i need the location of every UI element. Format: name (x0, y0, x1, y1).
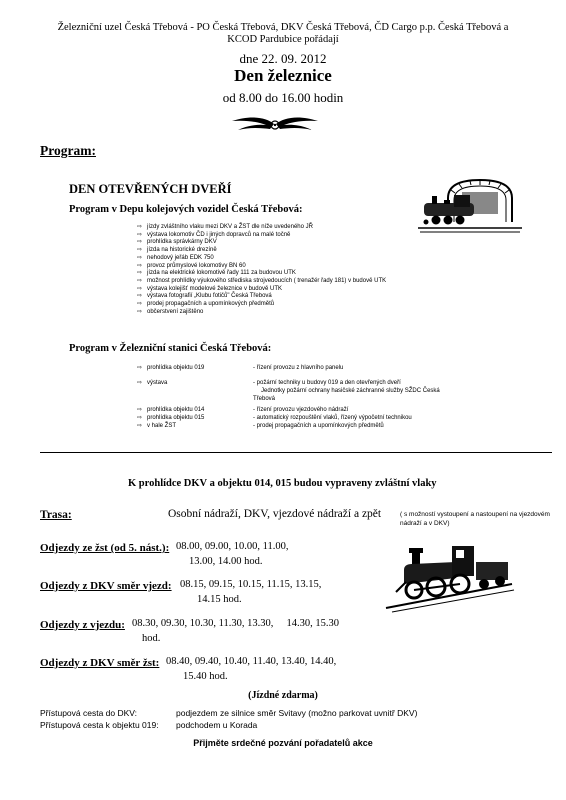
access-label: Přístupová cesta k objektu 019: (40, 720, 159, 730)
schedule-label: Odjezdy ze žst (od 5. nást.): (40, 542, 170, 554)
depot-heading: Program v Depu kolejových vozidel Česká Třebová: (69, 204, 303, 215)
schedule-times: 08.15, 09.15, 10.15, 11.15, 13.15, (180, 579, 322, 590)
list-item: ⇨ jízda na historické drezíně (137, 247, 386, 255)
section-divider (40, 452, 552, 453)
event-hours: od 8.00 do 16.00 hodin (222, 90, 344, 105)
header-organizers (0, 22, 566, 46)
event-title: Den železnice (234, 66, 332, 85)
list-item: ⇨ možnost prohlídky výukového střediska strojvedoucích ( trenažér řady 181) v budově UTK (137, 278, 386, 286)
list-item: ⇨ jízdy zvláštního vlaku mezi DKV a ŽST dle níže uvedeného JŘ (137, 224, 386, 232)
list-item: ⇨ jízda na elektrické lokomotivě řady 111 za budovou UTK (137, 270, 386, 278)
list-item: ⇨ občerstvení zajištěno (137, 309, 386, 317)
header-line2: KCOD Pardubice pořádají (227, 34, 339, 45)
list-item: ⇨ prodej propagačních a upomínkových předmětů (137, 301, 386, 309)
schedule-label: Odjezdy z vjezdu: (40, 619, 125, 631)
list-item: ⇨ výstava kolejišť modelové železnice v budově UTK (137, 286, 386, 294)
schedule-times-cont: 13.00, 14.00 hod. (189, 556, 263, 567)
list-item: ⇨ výstava fotografií „Klubu fotičů" Česká Třebová (137, 293, 386, 301)
schedule-times: 08.40, 09.40, 10.40, 11.40, 13.40, 14.40, (166, 656, 337, 667)
schedule-label: Odjezdy z DKV směr vjezd: (40, 580, 172, 592)
closing-invitation: Přijměte srdečné pozvání pořadatelů akce (193, 738, 373, 748)
list-item: ⇨ nehodový jeřáb EDK 750 (137, 255, 386, 263)
schedule-times-cont: hod. (142, 633, 161, 644)
schedule-label: Odjezdy z DKV směr žst: (40, 657, 160, 669)
depot-program-list (137, 224, 386, 316)
open-doors-heading: DEN OTEVŘENÝCH DVEŘÍ (69, 182, 232, 196)
header-line1: Železniční uzel Česká Třebová - PO Česká Třebová, DKV Česká Třebová, ČD Cargo p.p. Česká Třebová a (57, 22, 509, 33)
station-heading: Program v Železniční stanici Česká Třebová: (69, 343, 272, 354)
route-text: Osobní nádraží, DKV, vjezdové nádraží a zpět (168, 508, 382, 520)
schedule-times: 08.30, 09.30, 10.30, 11.30, 13.30, 14.30, 15.30 (132, 618, 339, 629)
access-value: podchodem u Korada (176, 720, 258, 730)
list-item: ⇨ prohlídka správkárny DKV (137, 239, 386, 247)
route-label: Trasa: (40, 509, 72, 521)
winged-wheel-icon (230, 111, 320, 137)
free-rides-note: (Jízdné zdarma) (248, 690, 318, 701)
event-date: dne 22. 09. 2012 (239, 51, 327, 66)
list-item: ⇨ výstava lokomotiv ČD i jiných dopravců na malé točně (137, 232, 386, 240)
list-item: ⇨ provoz průmyslové lokomotivy BN 60 (137, 263, 386, 271)
route-note: ( s možností vystoupení a nastoupení na vjezdovém nádraží a v DKV) (400, 511, 550, 527)
schedule-times: 08.00, 09.00, 10.00, 11.00, (176, 541, 289, 552)
special-trains-heading: K prohlídce DKV a objektu 014, 015 budou vypraveny zvláštní vlaky (128, 478, 437, 489)
tunnel-locomotive-icon (418, 176, 522, 238)
access-value: podjezdem ze silnice směr Svitavy (možno parkovat uvnitř DKV) (176, 708, 418, 718)
schedule-times-cont: 14.15 hod. (197, 594, 242, 605)
steam-locomotive-icon (382, 532, 516, 614)
access-label: Přístupová cesta do DKV: (40, 708, 138, 718)
schedule-times-cont: 15.40 hod. (183, 671, 228, 682)
program-heading: Program: (40, 143, 96, 158)
